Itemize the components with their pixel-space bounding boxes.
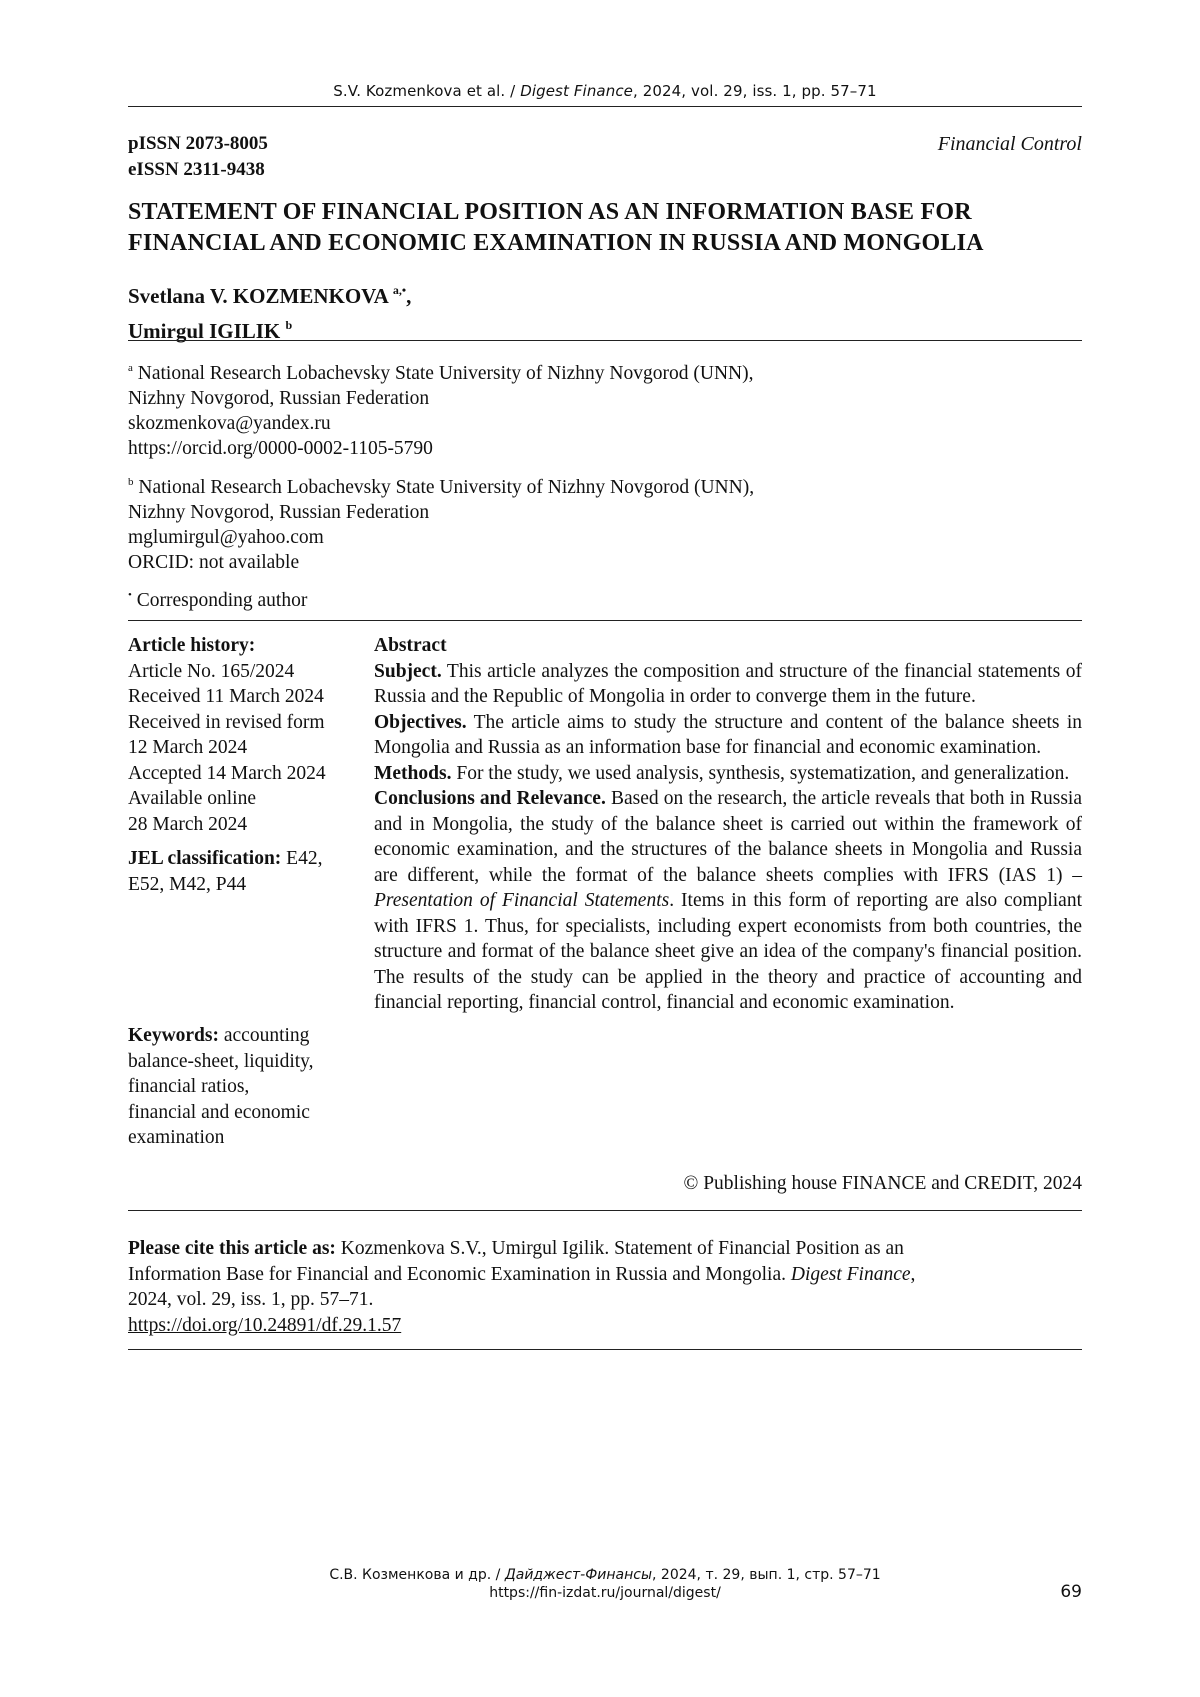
affiliation-institution: National Research Lobachevsky State University of Nizhny Novgorod (UNN), — [138, 477, 755, 498]
keywords-text: balance-sheet, liquidity, — [128, 1050, 314, 1072]
keywords — [128, 1023, 358, 1049]
abstract-column — [374, 633, 1082, 1016]
objectives-label: Objectives. — [374, 711, 467, 733]
affiliation-mark: a — [128, 362, 133, 374]
keywords-text: financial and economic — [128, 1101, 310, 1123]
conclusions-italic: Presentation of Financial Statements — [374, 890, 670, 911]
corresponding-mark: • — [128, 589, 132, 601]
history-line: Article No. 165/2024 — [128, 660, 295, 682]
jel-codes-continued: E52, M42, P44 — [128, 873, 247, 895]
pissn: pISSN 2073-8005 — [128, 133, 268, 154]
cite-text: Kozmenkova S.V., Umirgul Igilik. Statement of Financial Position as an — [335, 1238, 904, 1259]
paper-page — [128, 0, 1082, 1697]
page-footer — [128, 1566, 1082, 1602]
jel-classification — [128, 846, 358, 872]
affiliation-orcid: ORCID: not available — [128, 552, 300, 573]
rubric: Financial Control — [937, 133, 1082, 155]
affiliation-a — [128, 356, 753, 461]
conclusions-text-end: . Items in this form of reporting are also compliant with IFRS 1. Thus, for specialists, including expert economists from both countries, the structure and format of the balance sheet give an idea of the company's financial position. The results of the study can be applied in the theory and practice of accounting and financial reporting, financial control, financial and economic examination. — [374, 890, 1082, 1013]
affiliation-email[interactable]: skozmenkova@yandex.ru — [128, 413, 331, 434]
cite-text: Information Base for Financial and Economic Examination in Russia and Mongolia. — [128, 1263, 791, 1285]
footer-citation: С.В. Козменкова и др. / — [329, 1567, 505, 1583]
conclusions-text: Based on the research, the article reveals that both in Russia and in Mongolia, the study of the balance sheet is carried out within the framework of economic examination, and the structures of the balance sheets in Mongolia and Russia are different, while the format of the balance sheets complies with IFRS (IAS 1) – — [374, 788, 1082, 886]
history-line: 12 March 2024 — [128, 737, 248, 758]
keywords-label: Keywords: — [128, 1025, 219, 1046]
author-separator: , — [406, 284, 412, 308]
cite-journal: Digest Finance — [790, 1263, 911, 1285]
abstract-objectives — [374, 710, 1082, 761]
author-name: Umirgul IGILIK — [128, 319, 281, 343]
jel-label: JEL classification: — [128, 848, 282, 869]
affiliations-rule — [128, 620, 1082, 621]
citation-block — [128, 1236, 1082, 1338]
author-1 — [128, 276, 411, 311]
article-info-column — [128, 633, 358, 1151]
running-head-journal: Digest Finance — [520, 82, 633, 100]
cite-label: Please cite this article as: — [128, 1238, 336, 1259]
keywords-text: examination — [128, 1127, 225, 1148]
authors-rule — [128, 340, 1082, 341]
corresponding-author-note — [128, 583, 307, 613]
title-line-2: FINANCIAL AND ECONOMIC EXAMINATION IN RUSSIA AND MONGOLIA — [128, 230, 984, 256]
keywords-text: accounting — [219, 1025, 310, 1046]
affiliation-city: Nizhny Novgorod, Russian Federation — [128, 502, 430, 523]
eissn: eISSN 2311-9438 — [128, 159, 265, 180]
history-line: Received in revised form — [128, 711, 325, 733]
copyright-rule — [128, 1210, 1082, 1211]
affiliation-email[interactable]: mglumirgul@yahoo.com — [128, 527, 324, 548]
author-list — [128, 276, 411, 346]
copyright-notice: © Publishing house FINANCE and CREDIT, 2024 — [683, 1173, 1082, 1194]
affiliation-b — [128, 470, 754, 575]
issn-block — [128, 131, 268, 183]
title-line-1: STATEMENT OF FINANCIAL POSITION AS AN INFORMATION BASE FOR — [128, 199, 972, 225]
conclusions-label: Conclusions and Relevance. — [374, 788, 606, 809]
abstract-methods — [374, 761, 1082, 787]
header-rule — [128, 106, 1082, 107]
methods-label: Methods. — [374, 762, 452, 784]
cite-text: , — [910, 1263, 916, 1285]
author-affil-mark: a,• — [392, 283, 407, 297]
history-line: Received 11 March 2024 — [128, 686, 324, 707]
footer-journal: Дайджест-Финансы — [504, 1567, 653, 1583]
footer-details: , 2024, т. 29, вып. 1, стр. 57–71 — [652, 1567, 881, 1583]
subject-label: Subject. — [374, 660, 442, 682]
affiliation-city: Nizhny Novgorod, Russian Federation — [128, 388, 430, 409]
page-number: 69 — [1060, 1582, 1082, 1602]
methods-text: For the study, we used analysis, synthesis, systematization, and generalization. — [451, 762, 1070, 784]
citation-rule — [128, 1349, 1082, 1350]
history-line: Available online — [128, 788, 256, 809]
abstract-conclusions — [374, 786, 1082, 1016]
article-title — [128, 197, 1082, 259]
affiliation-institution: National Research Lobachevsky State University of Nizhny Novgorod (UNN), — [137, 363, 754, 384]
subject-text: This article analyzes the composition and structure of the financial statements of Russia and the Republic of Mongolia in order to converge them in the future. — [374, 660, 1082, 707]
affiliation-orcid[interactable]: https://orcid.org/0000-0002-1105-5790 — [128, 438, 433, 459]
running-head-authors: S.V. Kozmenkova et al. / — [333, 82, 521, 100]
jel-codes: E42, — [281, 848, 323, 869]
cite-text: 2024, vol. 29, iss. 1, pp. 57–71. — [128, 1289, 374, 1310]
doi-link[interactable]: https://doi.org/10.24891/df.29.1.57 — [128, 1314, 402, 1336]
abstract-heading: Abstract — [374, 635, 447, 656]
author-name: Svetlana V. KOZMENKOVA — [128, 284, 388, 308]
running-head — [128, 82, 1082, 100]
history-heading: Article history: — [128, 635, 256, 656]
keywords-text: financial ratios, — [128, 1076, 250, 1097]
author-affil-mark: b — [285, 318, 293, 332]
affiliation-mark: b — [128, 476, 134, 488]
running-head-details: , 2024, vol. 29, iss. 1, pp. 57–71 — [633, 82, 877, 100]
history-line: 28 March 2024 — [128, 813, 248, 835]
abstract-subject — [374, 659, 1082, 710]
corresponding-text: Corresponding author — [136, 590, 308, 611]
history-line: Accepted 14 March 2024 — [128, 762, 326, 784]
objectives-text: The article aims to study the structure and content of the balance sheets in Mongolia and Russia as an information base for financial and economic examination. — [374, 711, 1082, 758]
footer-url[interactable]: https://fin-izdat.ru/journal/digest/ — [489, 1585, 721, 1601]
